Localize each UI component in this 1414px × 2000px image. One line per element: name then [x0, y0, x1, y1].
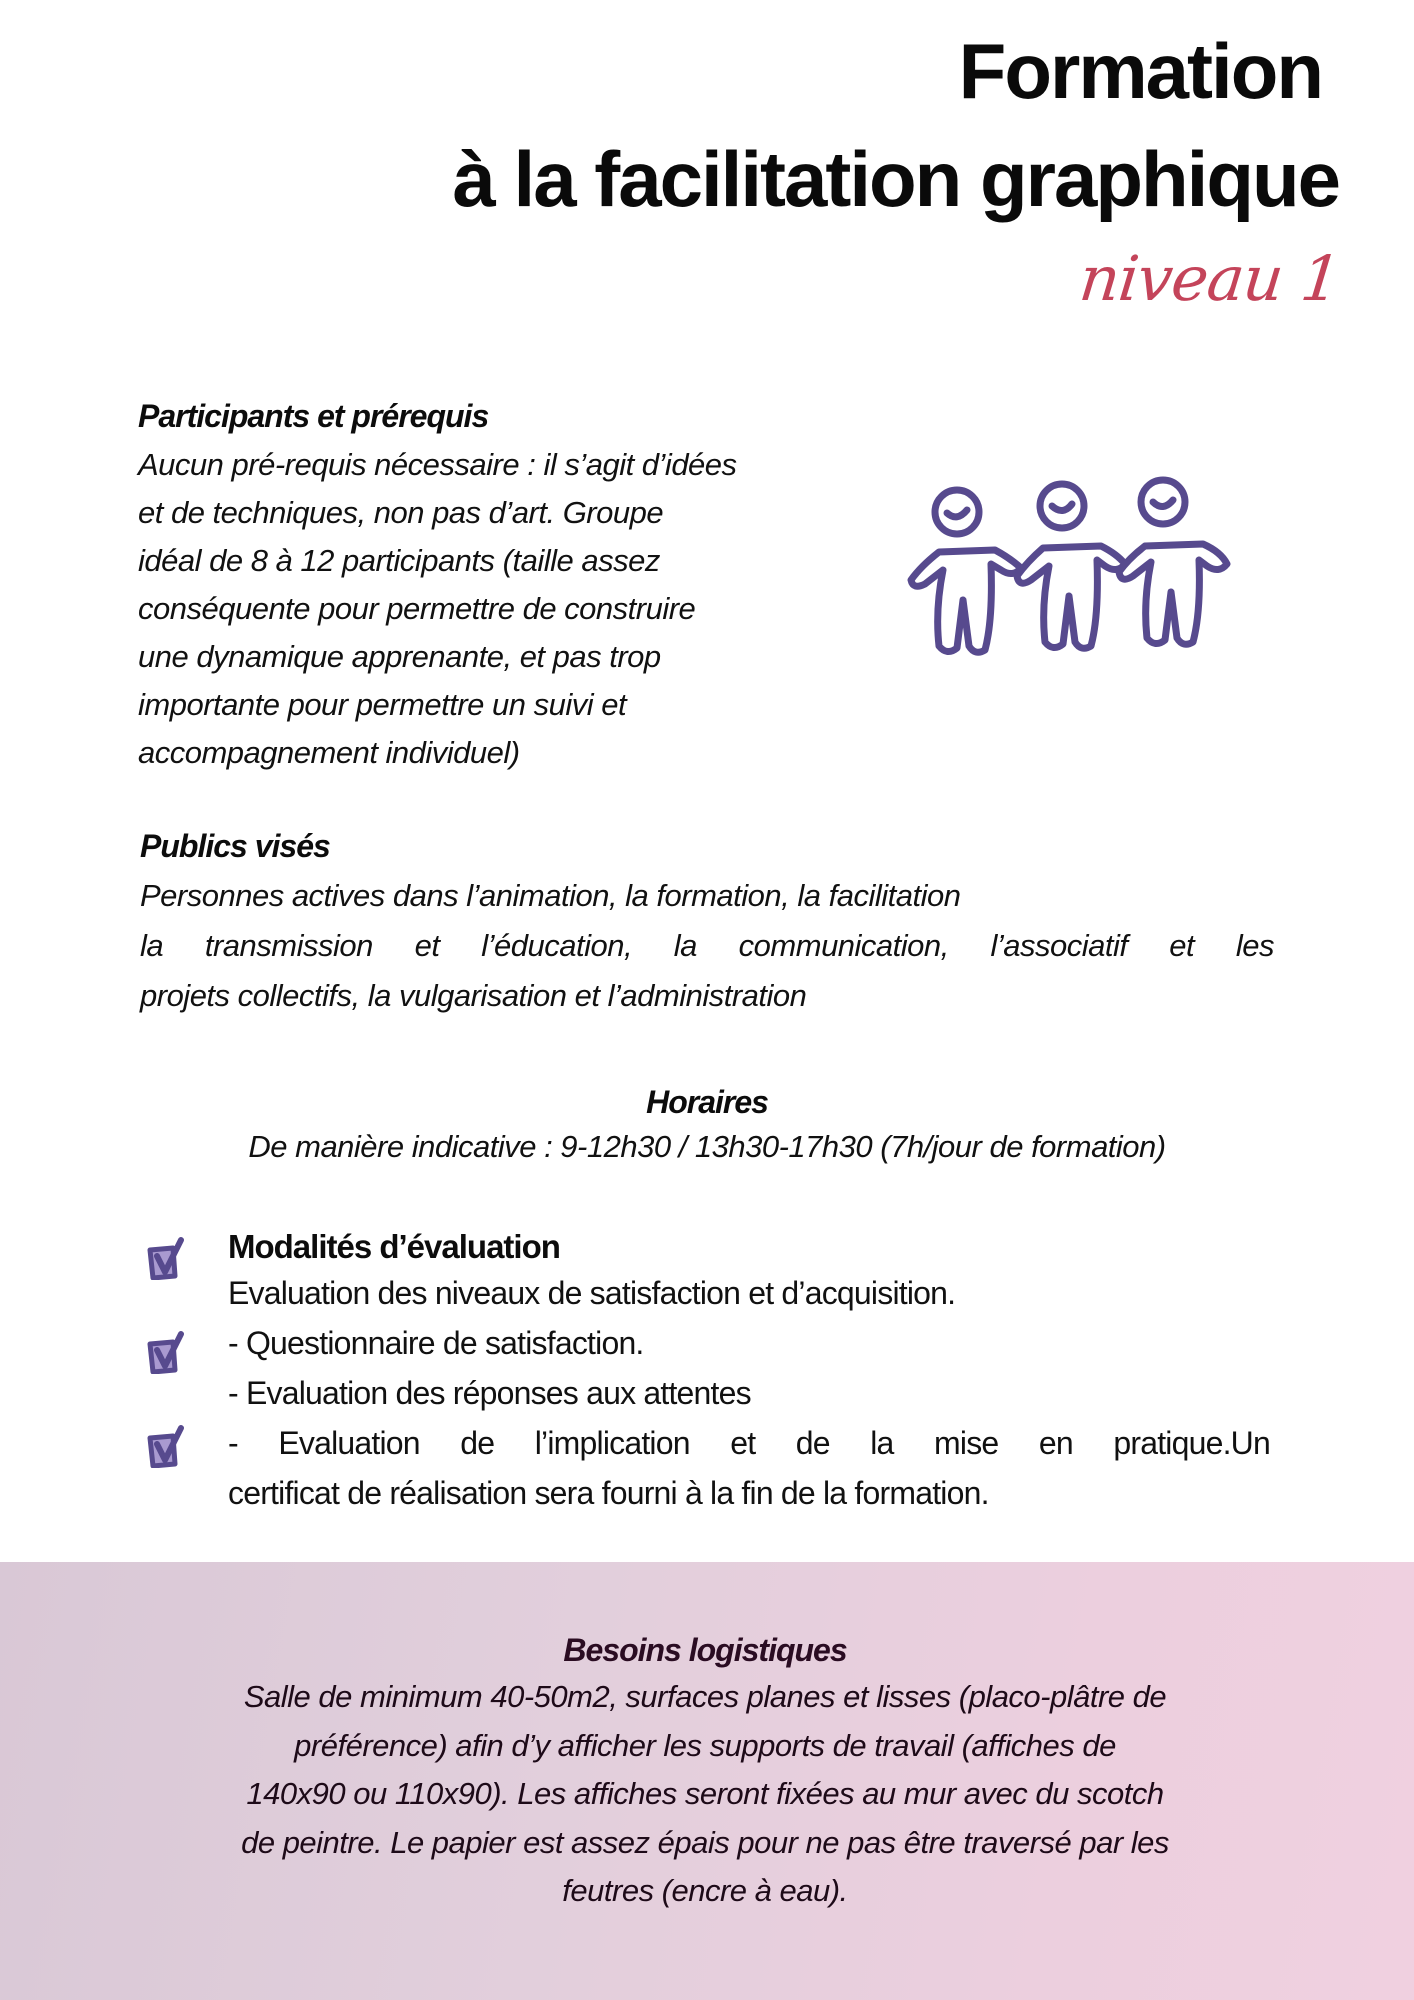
publics-section: [140, 828, 1274, 1021]
checkbox-checked-icon: [147, 1236, 187, 1280]
person-smile: [1153, 500, 1173, 507]
logistics-line: feutres (encre à eau).: [562, 1873, 848, 1908]
publics-line: la transmission et l’éducation, la communication, l’associatif et les: [140, 928, 1274, 963]
logistics-line: Salle de minimum 40-50m2, surfaces planes et lisses (placo-plâtre de: [243, 1679, 1167, 1714]
checkbox-checked-icon: [147, 1424, 187, 1468]
logistics-line: 140x90 ou 110x90). Les affiches seront fixées au mur avec du scotch: [246, 1776, 1164, 1811]
evaluation-text: [228, 1268, 1270, 1518]
horaires-section: [140, 1084, 1274, 1171]
person-smile: [947, 510, 967, 517]
person-head: [1040, 484, 1084, 528]
logistics-line: de peintre. Le papier est assez épais pour ne pas être traversé par les: [241, 1824, 1169, 1860]
participants-heading: Participants et prérequis: [138, 398, 489, 434]
publics-heading: Publics visés: [140, 828, 330, 864]
evaluation-line: - Evaluation des réponses aux attentes: [228, 1375, 751, 1411]
publics-line: Personnes actives dans l’animation, la formation, la facilitation: [140, 878, 961, 913]
level-label: niveau 1: [1076, 242, 1344, 315]
participants-line: importante pour permettre un suivi et: [138, 687, 627, 722]
person-smile: [1052, 504, 1072, 511]
evaluation-heading: Modalités d’évaluation: [228, 1228, 560, 1265]
person-body: [1017, 546, 1125, 648]
checkbox-checked-icon: [147, 1330, 187, 1374]
participants-line: Aucun pré-requis nécessaire : il s’agit d’idées: [138, 447, 737, 482]
logistics-section: [130, 1632, 1280, 1916]
logistics-text: [130, 1673, 1280, 1916]
evaluation-line: Evaluation des niveaux de satisfaction et d’acquisition.: [228, 1275, 956, 1311]
participants-line: et de techniques, non pas d’art. Groupe: [138, 495, 664, 530]
evaluation-line: certificat de réalisation sera fourni à la fin de la formation.: [228, 1475, 989, 1511]
evaluation-line: - Questionnaire de satisfaction.: [228, 1325, 644, 1361]
dashed-divider: [325, 338, 1414, 345]
title-line-2: à la facilitation graphique: [452, 135, 1339, 223]
evaluation-section: [228, 1228, 1270, 1518]
logistics-line: préférence) afin d’y afficher les supports de travail (affiches de: [294, 1727, 1116, 1763]
person-head: [935, 490, 979, 534]
participants-line: conséquente pour permettre de construire: [138, 591, 696, 626]
horaires-heading: Horaires: [646, 1084, 768, 1120]
participants-text: [138, 441, 858, 777]
participants-line: une dynamique apprenante, et pas trop: [138, 639, 661, 674]
publics-line: projets collectifs, la vulgarisation et l’administration: [140, 978, 807, 1013]
three-people-holding-hands-icon: [895, 470, 1235, 660]
person-body: [911, 550, 1021, 652]
logistics-heading: Besoins logistiques: [563, 1632, 847, 1668]
participants-line: accompagnement individuel): [138, 735, 520, 770]
person-head: [1141, 480, 1185, 524]
participants-line: idéal de 8 à 12 participants (taille assez: [138, 543, 660, 578]
evaluation-line: - Evaluation de l’implication et de la mise en pratique.Un: [228, 1425, 1270, 1461]
horaires-text: De manière indicative : 9-12h30 / 13h30-17h30 (7h/jour de formation): [248, 1129, 1166, 1164]
title-line-1: Formation: [958, 27, 1322, 115]
participants-section: [138, 398, 858, 777]
publics-text: [140, 871, 1274, 1021]
person-body: [1119, 544, 1227, 644]
